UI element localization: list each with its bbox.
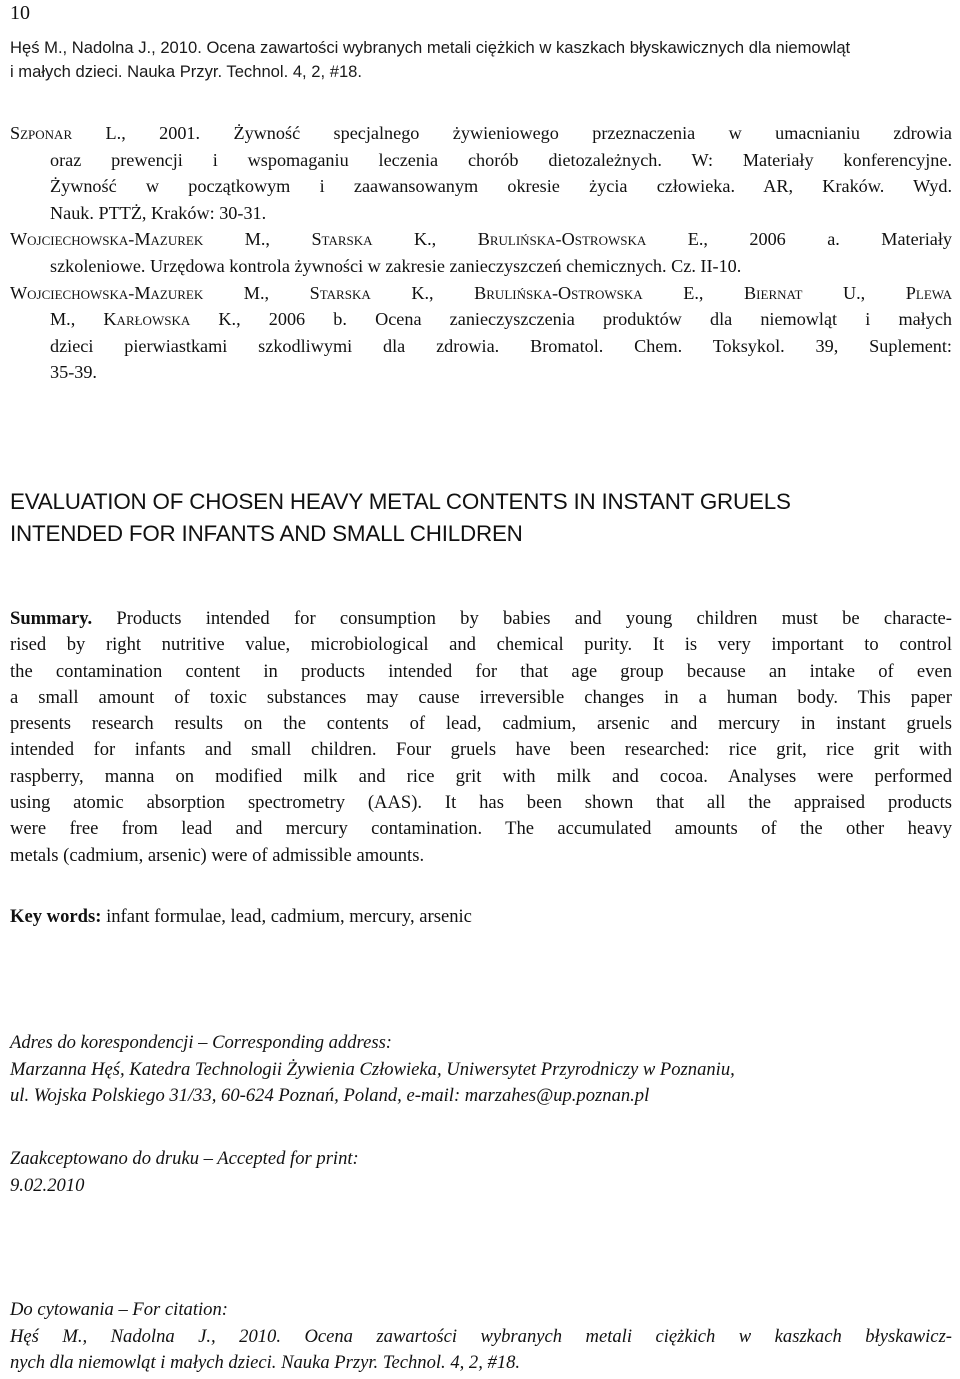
accepted-date: 9.02.2010	[10, 1174, 85, 1196]
citation-block	[10, 1297, 952, 1377]
summary-line: presents research results on the contents of lead, cadmium, arsenic and mercury in instant gruels	[10, 713, 952, 735]
summary-line: a small amount of toxic substances may cause irreversible changes in a human body. This paper	[10, 686, 952, 708]
reference-author: Plewa	[905, 282, 952, 303]
reference-author: Wojciechowska-Mazurek M.	[10, 229, 266, 250]
summary-line: raspberry, manna on modified milk and rice grit with milk and cocoa. Analyses were performed	[10, 765, 952, 787]
reference-author: Brulińska-Ostrowska E.	[474, 282, 699, 303]
reference-separator: ,	[860, 282, 906, 303]
reference-line	[10, 226, 952, 253]
reference-wojciechowska-a	[10, 226, 952, 279]
reference-author: Wojciechowska-Mazurek M.	[10, 282, 265, 303]
keywords-text: infant formulae, lead, cadmium, mercury, arsenic	[101, 906, 472, 927]
correspondence-address	[10, 1030, 952, 1110]
reference-text: , 2006 a. Materiały	[703, 229, 953, 250]
reference-line: szkoleniowe. Urzędowa kontrola żywności w zakresie zanieczyszczeń chemicznych. Cz. II-10.	[50, 255, 742, 276]
citation-line: nych dla niemowląt i małych dzieci. Nauka Przyr. Technol. 4, 2, #18.	[10, 1352, 521, 1373]
reference-line	[10, 280, 952, 307]
running-header-line-2: i małych dzieci. Nauka Przyr. Technol. 4, 2, #18.	[10, 62, 363, 81]
reference-line: 35-39.	[50, 362, 97, 383]
summary-line: were free from lead and mercury contamination. The accumulated amounts of the other heavy	[10, 818, 952, 840]
summary-text: Products intended for consumption by babies and young children must be characte-	[92, 608, 952, 629]
summary-line: the contamination content in products intended for that age group because an intake of even	[10, 660, 952, 682]
reference-author: Szponar L.	[10, 123, 122, 143]
english-title-line-2: INTENDED FOR INFANTS AND SMALL CHILDREN	[10, 521, 523, 546]
reference-separator: ,	[429, 282, 475, 303]
address-heading: Adres do korespondencji – Corresponding address:	[10, 1032, 392, 1053]
reference-author: Brulińska-Ostrowska E.	[477, 229, 704, 250]
page-number: 10	[10, 2, 30, 24]
english-title-line-1: EVALUATION OF CHOSEN HEAVY METAL CONTENTS IN INSTANT GRUELS	[10, 489, 791, 514]
summary-line: intended for infants and small children. Four gruels have been researched: rice grit, rice grit with	[10, 739, 952, 761]
summary-line: using atomic absorption spectrometry (AAS). It has been shown that all the appraised products	[10, 792, 952, 814]
running-header-line-1: Hęś M., Nadolna J., 2010. Ocena zawartości wybranych metali ciężkich w kaszkach błyskawicznych dla niemowląt	[10, 38, 851, 57]
running-header	[10, 36, 950, 84]
summary-paragraph	[10, 606, 952, 869]
reference-separator: ,	[265, 229, 312, 250]
address-line: ul. Wojska Polskiego 31/33, 60-624 Poznań, Poland, e-mail: marzahes@up.poznan.pl	[10, 1085, 650, 1106]
reference-separator: ,	[698, 282, 745, 303]
reference-author: Biernat U.	[744, 282, 861, 303]
reference-author: Starska K.	[311, 229, 432, 250]
summary-line: rised by right nutritive value, microbiological and chemical purity. It is very important to control	[10, 634, 952, 656]
reference-separator: ,	[70, 309, 104, 330]
reference-line: oraz prewencji i wspomaganiu leczenia chorób dietozależnych. W: Materiały konferencyjne.	[50, 149, 952, 170]
citation-heading: Do cytowania – For citation:	[10, 1299, 228, 1320]
address-line: Marzanna Hęś, Katedra Technologii Żywienia Człowieka, Uniwersytet Przyrodniczy w Poznaniu,	[10, 1058, 735, 1080]
english-title	[10, 486, 952, 550]
keywords-label: Key words:	[10, 906, 102, 927]
reference-wojciechowska-b	[10, 280, 952, 386]
reference-szponar	[10, 120, 952, 226]
keywords	[10, 906, 472, 928]
summary-label: Summary.	[10, 608, 93, 629]
reference-author: M.	[50, 309, 71, 330]
reference-separator: ,	[264, 282, 310, 303]
summary-line: metals (cadmium, arsenic) were of admissible amounts.	[10, 844, 425, 866]
reference-line	[10, 306, 952, 333]
accepted-for-print	[10, 1146, 359, 1199]
citation-line: Hęś M., Nadolna J., 2010. Ocena zawartości wybranych metali ciężkich w kaszkach błyskawicz-	[10, 1325, 952, 1347]
reference-text: , 2006 b. Ocena zanieczyszczenia produktów dla niemowląt i małych	[236, 309, 952, 330]
reference-author: Starska K.	[309, 282, 429, 303]
reference-separator: ,	[431, 229, 478, 250]
accepted-heading: Zaakceptowano do druku – Accepted for print:	[10, 1148, 359, 1169]
reference-author: Karłowska K.	[103, 309, 237, 330]
reference-line: dzieci pierwiastkami szkodliwymi dla zdrowia. Bromatol. Chem. Toksykol. 39, Suplement:	[50, 335, 952, 356]
reference-line: Nauk. PTTŻ, Kraków: 30-31.	[50, 202, 267, 223]
reference-line	[10, 120, 952, 147]
reference-list	[10, 120, 952, 386]
summary-line	[10, 606, 952, 632]
reference-text: , 2001. Żywność specjalnego żywieniowego przeznaczenia w umacnianiu zdrowia	[121, 123, 952, 143]
reference-line: Żywność w początkowym i zaawansowanym okresie życia człowieka. AR, Kraków. Wyd.	[50, 176, 952, 197]
